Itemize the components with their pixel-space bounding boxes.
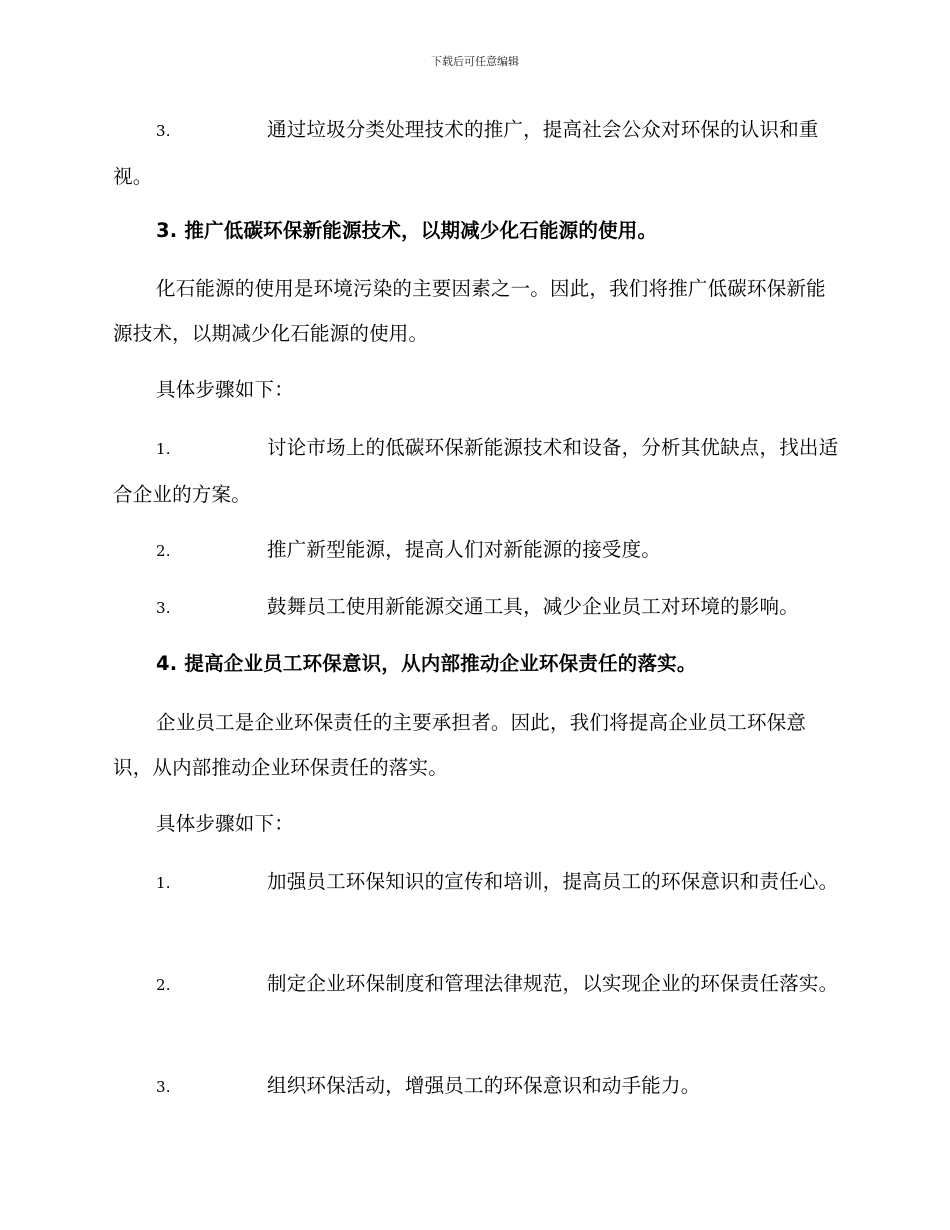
page-header: 下载后可任意编辑 (431, 55, 519, 68)
list-item (113, 107, 843, 199)
list-number: 3. (156, 1078, 171, 1096)
list-text: 鼓舞员工使用新能源交通工具，减少企业员工对环境的影响。 (267, 595, 799, 618)
paragraph: 化石能源的使用是环境污染的主要因素之一。因此，我们将推广低碳环保新能源技术，以期减少化石能源的使用。 (113, 277, 826, 345)
list-text: 制定企业环保制度和管理法律规范，以实现企业的环保责任落实。 (267, 972, 839, 995)
list-text: 讨论市场上的低碳环保新能源技术和设备，分析其优缺点，找出适合企业的方案。 (113, 436, 839, 506)
list-text: 加强员工环保知识的宣传和培训，提高员工的环保意识和责任心。 (267, 870, 839, 893)
paragraph: 企业员工是企业环保责任的主要承担者。因此，我们将提高企业员工环保意识，从内部推动企业环保责任的落实。 (113, 711, 807, 779)
list-number: 1. (156, 440, 171, 458)
list-item (113, 584, 843, 631)
list-number: 2. (156, 976, 171, 994)
section-heading: 4. 提高企业员工环保意识，从内部推动企业环保责任的落实。 (156, 652, 697, 675)
list-number: 3. (156, 599, 171, 617)
list-text: 通过垃圾分类处理技术的推广，提高社会公众对环保的认识和重视。 (113, 118, 819, 188)
list-item (113, 859, 843, 906)
list-number: 2. (156, 542, 171, 560)
steps-label: 具体步骤如下： (156, 812, 294, 835)
list-item (113, 1063, 843, 1110)
list-item (113, 425, 843, 517)
list-number: 3. (156, 122, 171, 140)
list-text: 推广新型能源，提高人们对新能源的接受度。 (267, 538, 662, 561)
list-text: 组织环保活动，增强员工的环保意识和动手能力。 (267, 1074, 701, 1097)
list-item (113, 961, 843, 1008)
section-heading: 3. 推广低碳环保新能源技术，以期减少化石能源的使用。 (156, 219, 658, 242)
list-number: 1. (156, 874, 171, 892)
list-item (113, 527, 843, 574)
steps-label: 具体步骤如下： (156, 378, 294, 401)
